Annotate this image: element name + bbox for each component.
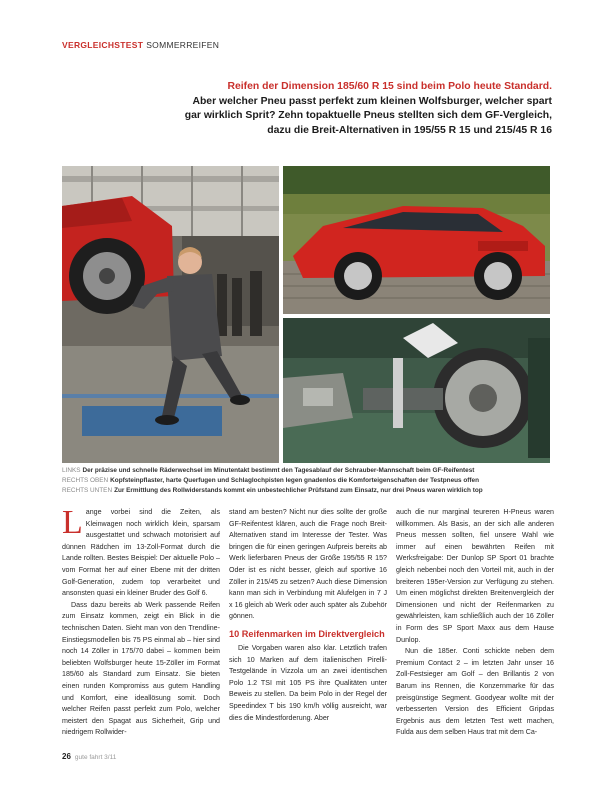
photo-test-bench [283, 318, 550, 463]
intro-line-2: gar wirklich Sprit? Zehn topaktuelle Pneus stellten sich dem GF-Vergleich, [184, 110, 552, 122]
article-paragraph: auch die nur marginal teureren H-Pneus waren willkommen. Als Basis, an der sich alle anderen Pneus messen sollten, fiel unsere Wahl wie immer auf einen bewährten Reifen mit Werksfreigabe: Der Dunlop SP Sport 01 brachte gleich nebenbei noch den Vorteil mit, auch in der breiteren 195er-Version zur Verfügung zu stehen. Um einen möglichst direkten Breitenvergleich der Dimensionen und nicht der Reifenmarken zu gewährleisten, kam schließlich auch der 16 Zöller in Form des SP Sport Maxx aus dem Hause Dunlop. [396, 508, 554, 644]
caption-right-bottom-key: RECHTS UNTEN [62, 486, 113, 494]
page-footer [62, 752, 116, 761]
photo-red-polo-driving [283, 166, 550, 314]
caption-right-top-key: RECHTS OBEN [62, 476, 109, 484]
photo-wheel-change [62, 166, 279, 463]
intro-line-3: dazu die Breit-Alternativen in 195/55 R 15 und 215/45 R 16 [267, 124, 552, 136]
article-paragraph: stand am besten? Nicht nur dies sollte der große GF-Reifentest klären, auch die Frage noch Breit-Alternativen stand im Interesse der Tester. Was bringen die für einen geringen Aufpreis bereits ab Werk lieferbaren Pneus der Größe 195/55 R 15? Oder ist es nicht besser, gleich auf sportive 16 Zöller in 215/45 zu setzen? Auch diese Dimension kann man sich in Verbindung mit Alufelgen in 7 J x 16 gleich ab Werk oder auch später als Zubehör gönnen. [229, 508, 387, 621]
intro-line-1: Aber welcher Pneu passt perfekt zum kleinen Wolfsburger, welcher spart [192, 95, 552, 107]
article-paragraph [62, 504, 220, 600]
article-subheading: 10 Reifenmarken im Direktvergleich [229, 628, 385, 639]
article-column-1 [62, 504, 220, 739]
caption-right-bottom-text: Zur Ermittlung des Rollwiderstands kommt ein unbestechlicher Prüfstand zum Einsatz, nur drei Pneus waren wirklich top [114, 486, 483, 494]
caption-right-top [62, 476, 552, 486]
section-label: VERGLEICHSTEST [62, 40, 144, 50]
subsection-label: SOMMERREIFEN [146, 40, 220, 50]
article-text: ange vorbei sind die Zeiten, als Kleinwagen noch wirklich klein, sparsam ausgestattet und schwach motorisiert auf dünnen Rädchen im 13-Zoll-Format durch die Lande rollten. Bestes Beispiel: Der aktuelle Polo – vom Format her auf einer Ebene mit der dritten Golf-Generation, zudem top verarbeitet und ansonsten quasi ein kleiner Bruder des Golf 6. [62, 508, 220, 598]
intro-text [130, 80, 552, 138]
page-number: 26 [62, 752, 71, 761]
caption-left-text: Der präzise und schnelle Räderwechsel im Minutentakt bestimmt den Tagesablauf der Schrauber-Mannschaft beim GF-Reifentest [82, 467, 475, 474]
article-column-2 [229, 507, 387, 724]
article-paragraph: Dass dazu bereits ab Werk passende Reifen zum Einsatz kommen, zeigt ein Blick in die technischen Daten. Sieht man von den Trendline-Einstiegsmodellen bis 75 PS einmal ab – hier sind noch 14 Zöller in 175/70 dabei – kommen beim beliebten Wolfsburger heute 15-Zöller im Format 185/60 als Standard zum Einsatz. Sie bieten einen runden Kompromiss aus gutem Handling und Komfort, eine ideallösung somit. Doch welcher Reifen passt perfekt zum Polo, welcher meistert den Spagat aus Sicherheit, Grip und niedrigem Rollwider- [62, 600, 220, 737]
magazine-issue: gute fahrt 3/11 [74, 754, 117, 761]
article-column-3 [396, 507, 554, 739]
article-paragraph: Nun die 185er. Conti schickte neben dem Premium Contact 2 – im letzten Jahr unser 16 Zoll-Festsieger am Golf – den Brillantis 2 von Barum ins Rennen, die Konzernmarke für das preisgünstige Segment. Goodyear wollte mit der verbesserten Version des Efficient Gripdas Ergebnis aus dem letzten Test wett machen, Fulda aus dem selben Haus trat mit dem Ca- [396, 647, 554, 737]
caption-right-bottom [62, 486, 552, 496]
dropcap: L [62, 504, 83, 541]
article-paragraph: Die Vorgaben waren also klar. Letztlich trafen sich 10 Marken auf dem italienischen Pirelli-Testgelände in Vizzola um an zwei identischen Polo 1.2 TSI mit 105 PS ihre Qualitäten unter Beweis zu stellen. Da beim Polo in der Regel der Speedindex T bis 190 km/h völlig ausreicht, war dies die Mindestforderung. Aber [229, 643, 387, 722]
caption-left [62, 466, 552, 476]
section-header [62, 40, 219, 50]
intro-highlight: Reifen der Dimension 185/60 R 15 sind beim Polo heute Standard. [227, 81, 552, 92]
caption-left-key: LINKS [62, 467, 81, 474]
caption-right-top-text: Kopfsteinpflaster, harte Querfugen und Schlaglochpisten legen gnadenlos die Komforteigenschaften der Testpneus offen [110, 476, 479, 484]
photo-captions [62, 466, 552, 495]
